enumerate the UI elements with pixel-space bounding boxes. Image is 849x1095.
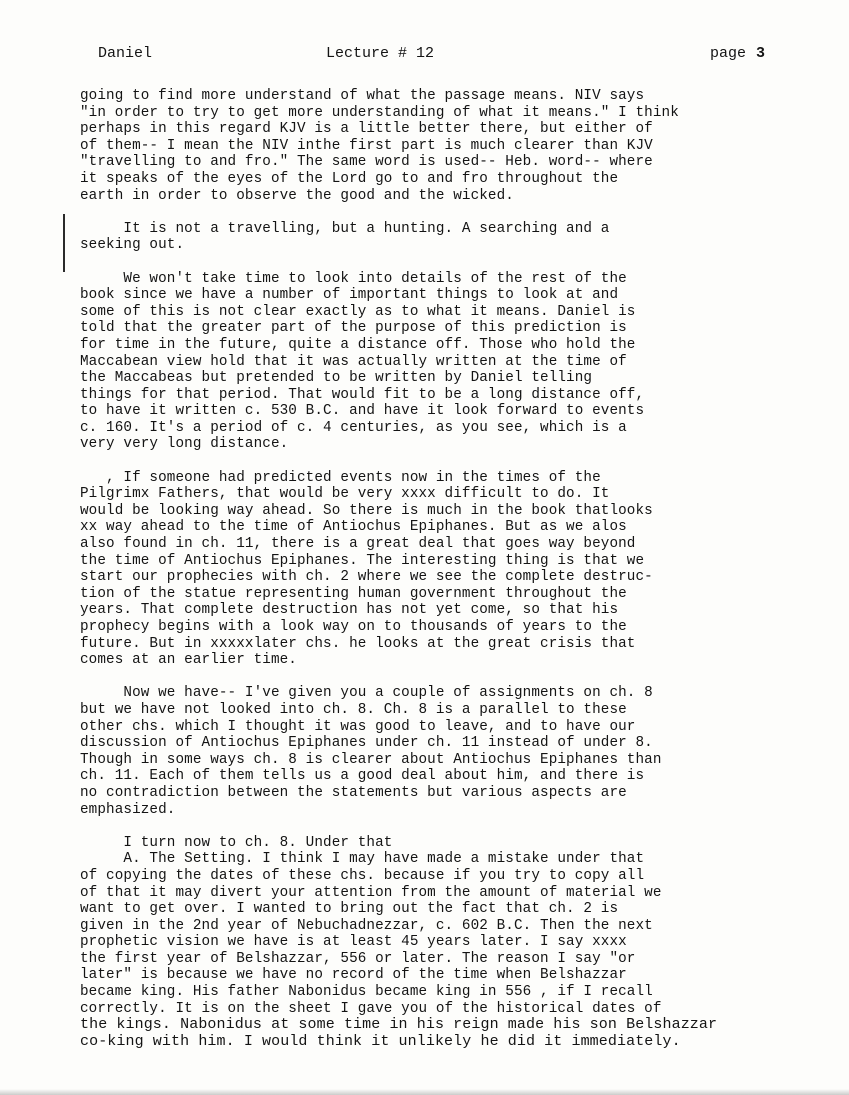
- header-lecture-number: Lecture # 12: [326, 45, 435, 62]
- text-line: tion of the statue representing human government throughout the: [80, 585, 627, 602]
- text-line: of copying the dates of these chs. because if you try to copy all: [80, 867, 645, 884]
- text-line: Pilgrimx Fathers, that would be very xxxx difficult to do. It: [80, 486, 610, 503]
- text-line: discussion of Antiochus Epiphanes under ch. 11 instead of under 8.: [80, 735, 653, 752]
- text-line: Though in some ways ch. 8 is clearer about Antiochus Epiphanes than: [80, 751, 662, 768]
- text-line: of that it may divert your attention from the amount of material we: [80, 884, 662, 901]
- text-line: I turn now to ch. 8. Under that: [80, 834, 393, 851]
- text-line: prophecy begins with a look way on to thousands of years to the: [80, 619, 627, 635]
- paragraph-gap: [80, 669, 800, 686]
- text-line: the first year of Belshazzar, 556 or later. The reason I say "or: [80, 950, 636, 967]
- text-line: the Maccabeas but pretended to be written by Daniel telling: [80, 370, 593, 387]
- header-page-number: 3: [756, 45, 766, 62]
- text-line: perhaps in this regard KJV is a little better there, but either of: [80, 121, 653, 138]
- text-line: years. That complete destruction has not yet come, so that his: [80, 602, 619, 619]
- text-line: It is not a travelling, but a hunting. A searching and a: [80, 220, 610, 237]
- text-line: for time in the future, quite a distance off. Those who hold the: [80, 336, 636, 353]
- text-line: Now we have-- I've given you a couple of assignments on ch. 8: [80, 685, 653, 702]
- paragraph-gap: [80, 204, 800, 221]
- text-line: things for that period. That would fit to be a long distance off,: [80, 386, 645, 403]
- text-line: but we have not looked into ch. 8. Ch. 8 is a parallel to these: [80, 701, 627, 718]
- text-line: earth in order to observe the good and the wicked.: [80, 187, 514, 204]
- text-line: to have it written c. 530 B.C. and have it look forward to events: [80, 403, 645, 420]
- header-page-indicator: [710, 45, 765, 62]
- text-line: ch. 11. Each of them tells us a good deal about him, and there is: [80, 768, 645, 785]
- text-line: some of this is not clear exactly as to what it means. Daniel is: [80, 303, 636, 320]
- text-line: want to get over. I wanted to bring out the fact that ch. 2 is: [80, 901, 619, 918]
- text-line: "travelling to and fro." The same word is used-- Heb. word-- where: [80, 154, 653, 171]
- text-line: told that the greater part of the purpose of this prediction is: [80, 320, 627, 337]
- text-line: very very long distance.: [80, 436, 289, 453]
- page-header: [98, 45, 798, 65]
- paragraph-gap: [80, 254, 800, 271]
- text-line: seeking out.: [80, 237, 185, 254]
- text-line: xx way ahead to the time of Antiochus Epiphanes. But as we alos: [80, 519, 627, 536]
- text-line: correctly. It is on the sheet I gave you of the historical dates of: [80, 1000, 662, 1017]
- text-line: also found in ch. 11, there is a great deal that goes way beyond: [80, 536, 636, 553]
- text-line: c. 160. It's a period of c. 4 centuries, as you see, which is a: [80, 419, 627, 436]
- text-line: other chs. which I thought it was good to leave, and to have our: [80, 718, 636, 735]
- text-line: of them-- I mean the NIV inthe first part is much clearer than KJV: [80, 137, 653, 154]
- text-line: became king. His father Nabonidus became king in 556 , if I recall: [80, 984, 653, 1001]
- text-line: Maccabean view hold that it was actually written at the time of: [80, 353, 627, 370]
- margin-marker-line: [63, 214, 65, 272]
- text-line: We won't take time to look into details of the rest of the: [80, 270, 627, 287]
- text-line: given in the 2nd year of Nebuchadnezzar, c. 602 B.C. Then the next: [80, 917, 653, 934]
- paragraph-gap: [80, 818, 800, 835]
- text-line: would be looking way ahead. So there is much in the book thatlooks: [80, 502, 653, 519]
- text-line: the time of Antiochus Epiphanes. The interesting thing is that we: [80, 552, 645, 569]
- text-line: comes at an earlier time.: [80, 652, 297, 669]
- text-line: future. But in xxxxxlater chs. he looks at the great crisis that: [80, 635, 636, 652]
- text-line: "in order to try to get more understanding of what it means." I think: [80, 104, 679, 121]
- text-line: A. The Setting. I think I may have made a mistake under that: [80, 851, 645, 868]
- page-bottom-edge: [0, 1089, 849, 1095]
- text-line: emphasized.: [80, 801, 176, 818]
- text-line: , If someone had predicted events now in the times of the: [80, 469, 601, 486]
- text-line: co-king with him. I would think it unlikely he did it immediately.: [80, 1032, 681, 1050]
- text-line: going to find more understand of what the passage means. NIV says: [80, 88, 645, 104]
- paragraph-gap: [80, 453, 800, 470]
- header-book-title: Daniel: [98, 45, 153, 62]
- header-page-label: page: [710, 45, 747, 62]
- text-line: it speaks of the eyes of the Lord go to and fro throughout the: [80, 170, 619, 187]
- body-text: [80, 88, 800, 1050]
- text-line: no contradiction between the statements but various aspects are: [80, 784, 627, 801]
- text-line: prophetic vision we have is at least 45 years later. I say xxxx: [80, 934, 627, 951]
- text-line: book since we have a number of important things to look at and: [80, 287, 619, 304]
- text-line: later" is because we have no record of the time when Belshazzar: [80, 967, 627, 984]
- text-line: the kings. Nabonidus at some time in his reign made his son Belshazzar: [80, 1016, 718, 1034]
- text-line: start our prophecies with ch. 2 where we see the complete destruc-: [80, 569, 653, 586]
